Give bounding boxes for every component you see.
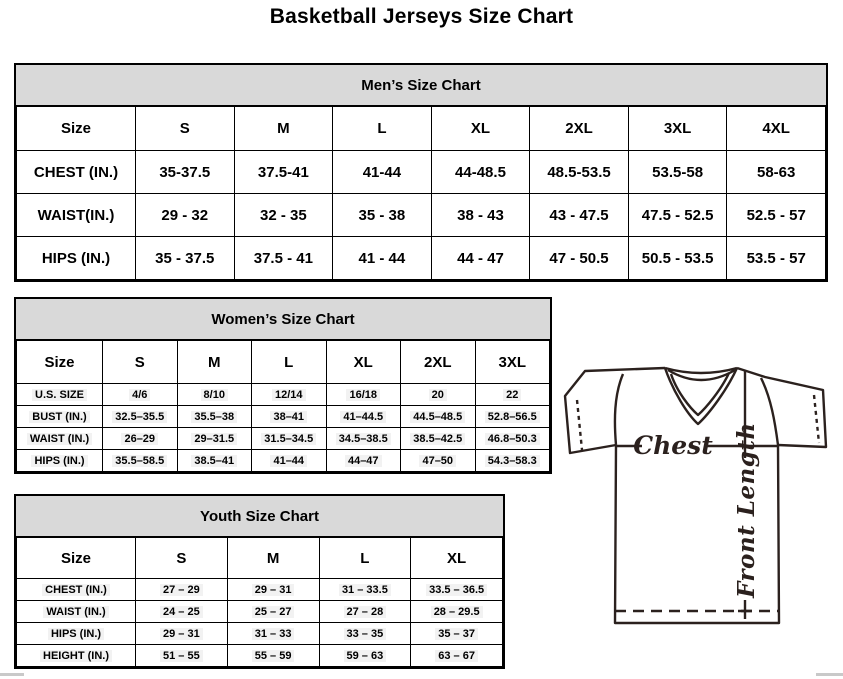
size-value-cell (136, 601, 228, 623)
cell-text: 26–29 (121, 433, 158, 445)
cell-text: 43 - 47.5 (549, 206, 609, 224)
size-value-cell (319, 623, 411, 645)
size-header-row (17, 538, 503, 579)
womens-size-chart (14, 297, 552, 474)
cell-text: 58-63 (757, 163, 796, 181)
column-header (17, 538, 136, 579)
size-value-cell (177, 406, 252, 428)
column-header (17, 341, 103, 384)
table-row (17, 384, 550, 406)
cell-text: XL (447, 549, 467, 567)
cell-text: WAIST (IN.) (43, 606, 108, 618)
cell-text: 55 – 59 (252, 650, 295, 662)
mens-table (16, 106, 826, 280)
horizontal-scrollbar-fragment-left[interactable] (0, 673, 24, 676)
size-value-cell (401, 406, 476, 428)
size-value-cell (319, 579, 411, 601)
row-label (17, 428, 103, 450)
cell-text: 3XL (663, 120, 692, 137)
size-value-cell (530, 237, 629, 280)
column-header (319, 538, 411, 579)
cell-text: 22 (503, 389, 521, 401)
cell-text: 47–50 (419, 455, 456, 467)
cell-text: 20 (429, 389, 447, 401)
column-header (475, 341, 550, 384)
size-value-cell (103, 428, 178, 450)
cell-text: CHEST (IN.) (33, 163, 119, 181)
size-value-cell (333, 237, 432, 280)
column-header (234, 107, 333, 151)
cell-text: BUST (IN.) (29, 411, 89, 423)
cell-text: 8/10 (201, 389, 228, 401)
size-value-cell (401, 428, 476, 450)
size-value-cell (431, 194, 530, 237)
cell-text: 44.5–48.5 (410, 411, 465, 423)
column-header (401, 341, 476, 384)
cell-text: L (360, 549, 370, 567)
cell-text: 52.5 - 57 (746, 206, 806, 224)
size-value-cell (252, 450, 327, 472)
cell-text: 52.8–56.5 (485, 411, 540, 423)
cell-text: 27 – 28 (344, 606, 387, 618)
row-label (17, 237, 136, 280)
cell-text: 41–44 (270, 455, 307, 467)
cell-text: 12/14 (272, 389, 306, 401)
size-value-cell (326, 406, 401, 428)
cell-text: 29 – 31 (160, 628, 203, 640)
cell-text: HEIGHT (IN.) (40, 650, 112, 662)
column-header (17, 107, 136, 151)
cell-text: 33 – 35 (344, 628, 387, 640)
size-value-cell (103, 406, 178, 428)
cell-text: 31 – 33 (252, 628, 295, 640)
front-length-label: Front Length (733, 422, 760, 598)
horizontal-scrollbar-fragment-right[interactable] (816, 673, 843, 676)
column-header (411, 538, 503, 579)
size-value-cell (319, 645, 411, 667)
cell-text: 41–44.5 (340, 411, 386, 423)
cell-text: 31 – 33.5 (339, 584, 391, 596)
size-value-cell (401, 450, 476, 472)
cell-text: 46.8–50.3 (485, 433, 540, 445)
mens-size-chart (14, 63, 828, 282)
cell-text: 38.5–41 (191, 455, 237, 467)
column-header (136, 107, 235, 151)
cell-text: WAIST (IN.) (27, 433, 92, 445)
cell-text: XL (470, 120, 491, 137)
size-value-cell (530, 194, 629, 237)
size-value-cell (411, 645, 503, 667)
size-value-cell (234, 194, 333, 237)
table-row (17, 450, 550, 472)
cell-text: S (179, 120, 190, 137)
size-value-cell (475, 384, 550, 406)
column-header (136, 538, 228, 579)
cell-text: 44 - 47 (457, 249, 504, 267)
cell-text: 28 – 29.5 (431, 606, 483, 618)
jersey-left-armhole-seam (615, 374, 623, 445)
jersey-diagram-svg (557, 357, 839, 629)
cell-text: 35 – 37 (435, 628, 478, 640)
row-label (17, 579, 136, 601)
cell-text: M (277, 120, 290, 137)
cell-text: HIPS (IN.) (48, 628, 104, 640)
cell-text: 35 - 37.5 (155, 249, 215, 267)
size-value-cell (530, 151, 629, 194)
size-value-cell (177, 450, 252, 472)
cell-text: 32 - 35 (259, 206, 307, 224)
size-value-cell (227, 579, 319, 601)
cell-text: 47.5 - 52.5 (641, 206, 714, 224)
cell-text: 38 - 43 (457, 206, 504, 224)
size-value-cell (333, 151, 432, 194)
cell-text: 27 – 29 (160, 584, 203, 596)
womens-table (16, 340, 550, 472)
size-value-cell (234, 237, 333, 280)
size-value-cell (103, 450, 178, 472)
cell-text: 37.5-41 (257, 163, 309, 181)
cell-text: 29 - 32 (161, 206, 209, 224)
table-title: Youth Size Chart (16, 496, 503, 537)
cell-text: CHEST (IN.) (42, 584, 110, 596)
row-label (17, 151, 136, 194)
size-value-cell (252, 428, 327, 450)
cell-text: HIPS (IN.) (31, 455, 87, 467)
column-header (431, 107, 530, 151)
table-row (17, 194, 826, 237)
cell-text: 59 – 63 (344, 650, 387, 662)
size-value-cell (431, 151, 530, 194)
cell-text: M (266, 549, 280, 567)
size-value-cell (136, 194, 235, 237)
table-row (17, 601, 503, 623)
row-label (17, 194, 136, 237)
size-value-cell (227, 601, 319, 623)
cell-text: HIPS (IN.) (41, 249, 111, 267)
cell-text: 34.5–38.5 (336, 433, 391, 445)
column-header (628, 107, 727, 151)
cell-text: 31.5–34.5 (261, 433, 316, 445)
cell-text: 41 - 44 (358, 249, 406, 267)
youth-table (16, 537, 503, 667)
cell-text: 25 – 27 (252, 606, 295, 618)
cell-text: 29–31.5 (191, 433, 237, 445)
cell-text: 35-37.5 (159, 163, 211, 181)
cell-text: 51 – 55 (160, 650, 203, 662)
cell-text: 4/6 (129, 389, 150, 401)
cell-text: 53.5-58 (652, 163, 704, 181)
size-value-cell (475, 428, 550, 450)
size-value-cell (401, 384, 476, 406)
size-value-cell (411, 579, 503, 601)
size-value-cell (319, 601, 411, 623)
youth-size-chart (14, 494, 505, 669)
cell-text: U.S. SIZE (32, 389, 87, 401)
cell-text: 4XL (762, 120, 790, 137)
cell-text: 41-44 (362, 163, 402, 181)
size-value-cell (326, 428, 401, 450)
table-row (17, 579, 503, 601)
column-header (227, 538, 319, 579)
row-label (17, 601, 136, 623)
column-header (326, 341, 401, 384)
size-value-cell (136, 579, 228, 601)
cell-text: 35.5–58.5 (112, 455, 167, 467)
cell-text: 44-48.5 (455, 163, 506, 181)
cell-text: 3XL (498, 353, 526, 371)
size-value-cell (475, 450, 550, 472)
size-value-cell (333, 194, 432, 237)
size-value-cell (103, 384, 178, 406)
cell-text: L (284, 353, 294, 371)
cell-text: 47 - 50.5 (549, 249, 609, 267)
size-header-row (17, 107, 826, 151)
size-value-cell (252, 384, 327, 406)
table-title: Women’s Size Chart (16, 299, 550, 340)
cell-text: 29 – 31 (252, 584, 295, 596)
cell-text: 2XL (565, 120, 593, 137)
row-label (17, 645, 136, 667)
size-value-cell (136, 151, 235, 194)
column-header (530, 107, 629, 151)
table-title: Men’s Size Chart (16, 65, 826, 106)
size-value-cell (252, 406, 327, 428)
table-row (17, 428, 550, 450)
column-header (252, 341, 327, 384)
size-value-cell (411, 601, 503, 623)
table-row (17, 406, 550, 428)
size-header-row (17, 341, 550, 384)
size-value-cell (136, 237, 235, 280)
cell-text: Size (60, 120, 91, 137)
row-label (17, 406, 103, 428)
size-value-cell (475, 406, 550, 428)
cell-text: 2XL (423, 353, 452, 371)
chest-label: Chest (633, 431, 713, 460)
cell-text: S (176, 549, 187, 567)
cell-text: 38.5–42.5 (410, 433, 465, 445)
cell-text: L (377, 120, 387, 137)
size-value-cell (628, 151, 727, 194)
size-value-cell (177, 428, 252, 450)
cell-text: XL (353, 353, 373, 371)
size-value-cell (136, 645, 228, 667)
jersey-measurement-diagram (557, 357, 839, 629)
column-header (177, 341, 252, 384)
cell-text: 48.5-53.5 (547, 163, 611, 181)
table-row (17, 623, 503, 645)
size-value-cell (136, 623, 228, 645)
cell-text: 44–47 (345, 455, 382, 467)
page-title: Basketball Jerseys Size Chart (269, 5, 574, 28)
cell-text: 24 – 25 (160, 606, 203, 618)
row-label (17, 384, 103, 406)
table-row (17, 237, 826, 280)
size-value-cell (177, 384, 252, 406)
size-value-cell (234, 151, 333, 194)
size-value-cell (411, 623, 503, 645)
cell-text: 32.5–35.5 (112, 411, 167, 423)
cell-text: 33.5 – 36.5 (426, 584, 487, 596)
size-value-cell (727, 151, 826, 194)
cell-text: 63 – 67 (435, 650, 478, 662)
cell-text: Size (60, 549, 91, 567)
cell-text: 54.3–58.3 (485, 455, 540, 467)
size-value-cell (326, 384, 401, 406)
cell-text: 38–41 (270, 411, 307, 423)
jersey-right-armhole-seam (761, 378, 778, 445)
column-header (727, 107, 826, 151)
column-header (103, 341, 178, 384)
cell-text: Size (44, 353, 75, 371)
size-value-cell (628, 194, 727, 237)
cell-text: 35 - 38 (358, 206, 406, 224)
size-value-cell (326, 450, 401, 472)
cell-text: 37.5 - 41 (253, 249, 313, 267)
size-value-cell (227, 645, 319, 667)
column-header (333, 107, 432, 151)
cell-text: M (208, 353, 221, 371)
size-value-cell (727, 194, 826, 237)
cell-text: 16/18 (346, 389, 380, 401)
size-value-cell (227, 623, 319, 645)
cell-text: WAIST(IN.) (37, 206, 115, 224)
row-label (17, 623, 136, 645)
cell-text: S (134, 353, 145, 371)
table-row (17, 645, 503, 667)
jersey-right-cuff-stitch (814, 395, 819, 443)
cell-text: 53.5 - 57 (746, 249, 806, 267)
size-value-cell (431, 237, 530, 280)
size-value-cell (628, 237, 727, 280)
table-row (17, 151, 826, 194)
jersey-left-cuff-stitch (577, 400, 582, 450)
cell-text: 50.5 - 53.5 (641, 249, 714, 267)
cell-text: 35.5–38 (191, 411, 237, 423)
size-value-cell (727, 237, 826, 280)
row-label (17, 450, 103, 472)
